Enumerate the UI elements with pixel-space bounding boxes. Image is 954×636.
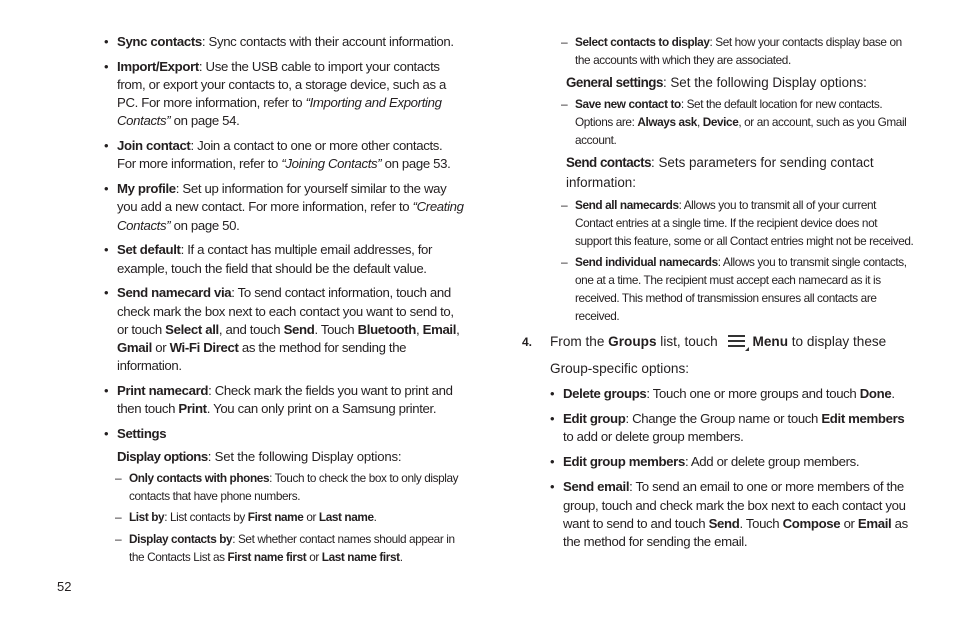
cross-reference-link[interactable]: “Importing and Exporting Contacts”: [117, 95, 442, 129]
list-item-set-default: • Set default: If a contact has multiple email addresses, for example, touch the field that should be the default value.: [104, 241, 464, 277]
list-item-join-contact: • Join contact: Join a contact to one or more other contacts. For more information, refer to “Joining Contacts” on page 53.: [104, 137, 464, 173]
sub-item-display-contacts-by: – Display contacts by: Set whether contact names should appear in the Contacts List as First name first or Last name first.: [104, 530, 464, 566]
list-item-import-export: • Import/Export: Use the USB cable to import your contacts from, or export your contacts to, a storage device, such as a PC. For more information, refer to “Importing and Exporting Contacts” on page 54.: [104, 58, 464, 131]
list-item-edit-group: • Edit group: Change the Group name or touch Edit members to add or delete group members.: [550, 410, 914, 446]
left-column: [104, 33, 464, 569]
list-item-settings: • Settings: [104, 425, 464, 443]
list-item-send-email: • Send email: To send an email to one or more members of the group, touch and check mark the box next to each contact you want to send to and touch Send. Touch Compose or Email as the method for sending the email.: [550, 478, 914, 551]
right-column: [522, 33, 914, 558]
page-number: 52: [57, 579, 72, 594]
display-options-heading: Display options: Set the following Display options:: [117, 448, 402, 464]
list-item-sync-contacts: • Sync contacts: Sync contacts with their account information.: [104, 33, 464, 51]
list-item-print-namecard: • Print namecard: Check mark the fields you want to print and then touch Print. You can only print on a Samsung printer.: [104, 382, 464, 418]
sub-item-only-contacts-with-phones: – Only contacts with phones: Touch to check the box to only display contacts that have phone numbers.: [104, 469, 464, 505]
step-4: 4. From the Groups list, touch Menu to display these Group-specific options:: [522, 329, 914, 382]
list-item-my-profile: • My profile: Set up information for yourself similar to the way you add a new contact. For more information, refer to “Creating Contacts” on page 50.: [104, 180, 464, 235]
list-item-delete-groups: • Delete groups: Touch one or more groups and touch Done.: [550, 385, 914, 403]
sub-item-list-by: – List by: List contacts by First name or Last name.: [104, 508, 464, 526]
general-settings-heading: General settings: Set the following Display options:: [566, 74, 867, 90]
sub-item-save-new-contact-to: – Save new contact to: Set the default location for new contacts. Options are: Always ask, Device, or an account, such as you Gmail account.: [522, 95, 914, 149]
list-item-edit-group-members: • Edit group members: Add or delete group members.: [550, 453, 914, 471]
list-item-send-namecard: • Send namecard via: To send contact information, touch and check mark the box next to each contact you want to send to, or touch Select all, and touch Send. Touch Bluetooth, Email, Gmail or Wi-Fi Direct as the method for sending the information.: [104, 284, 464, 375]
step-number: 4.: [522, 335, 533, 350]
sub-item-send-all-namecards: – Send all namecards: Allows you to transmit all of your current Contact entries at a single time. If the recipient device does not support this feature, some or all Contact entries might not be received.: [522, 196, 914, 250]
menu-icon: [727, 332, 749, 351]
sub-item-send-individual-namecards: – Send individual namecards: Allows you to transmit single contacts, one at a time. The recipient must accept each namecard as it is received. This method of transmission ensures all contacts are received.: [522, 253, 914, 325]
sub-item-select-contacts-to-display: – Select contacts to display: Set how your contacts display base on the accounts with which they are associated.: [522, 33, 914, 69]
cross-reference-link[interactable]: “Creating Contacts”: [117, 199, 464, 233]
cross-reference-link[interactable]: “Joining Contacts”: [281, 156, 382, 172]
send-contacts-heading: Send contacts: Sets parameters for sending contact information:: [566, 154, 874, 191]
